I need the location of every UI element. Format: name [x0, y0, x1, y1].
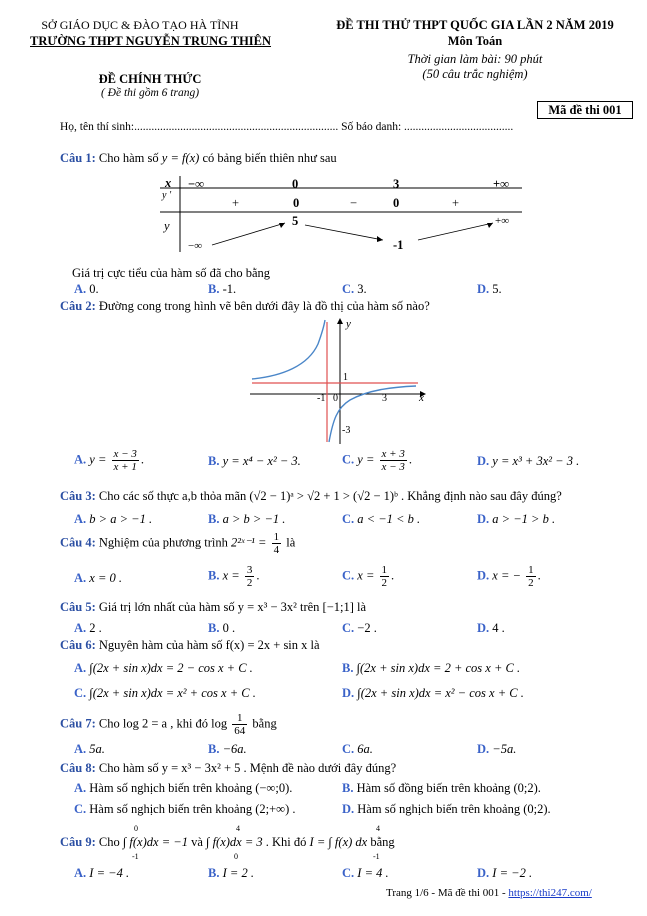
- question-text: Đường cong trong hình vẽ bên dưới đây là đồ thị của hàm số nào?: [98, 299, 430, 313]
- option-a[interactable]: [74, 742, 105, 757]
- sign: 0: [393, 196, 400, 210]
- graph-y-label: y: [346, 318, 351, 330]
- option-letter: D.: [477, 512, 490, 526]
- option-d[interactable]: [477, 454, 579, 469]
- denominator: 4: [273, 544, 280, 556]
- option-text: Hàm số nghịch biến trên khoảng (−∞;0).: [89, 781, 293, 795]
- option-b[interactable]: [208, 564, 259, 589]
- option-d[interactable]: [477, 564, 541, 589]
- question-4: [60, 531, 295, 556]
- option-letter: B.: [208, 866, 220, 880]
- numerator: x − 3: [113, 448, 137, 460]
- question-text: Cho hàm số y = x³ − 3x² + 5 . Mệnh đề nào dưới đây đúng?: [98, 761, 397, 775]
- option-text: Hàm số đồng biến trên khoảng (0;2).: [356, 781, 541, 795]
- exam-time: Thời gian làm bài: 90 phút: [407, 52, 543, 66]
- option-letter: C.: [74, 686, 87, 700]
- numerator: 1: [528, 564, 534, 576]
- option-c[interactable]: [342, 448, 412, 473]
- option-text: .: [537, 568, 541, 583]
- option-text: ∫(2x + sin x)dx = 2 + cos x + C .: [356, 661, 521, 675]
- option-text: −5a.: [492, 742, 517, 756]
- option-text: -1.: [222, 282, 237, 296]
- option-letter: D.: [477, 454, 490, 468]
- option-letter: B.: [208, 568, 220, 583]
- table-x-label: x: [165, 176, 172, 190]
- graph-tick: 3: [382, 393, 387, 404]
- table-yp-label: y ': [162, 190, 172, 201]
- option-letter: A.: [74, 866, 87, 880]
- x-value: 3: [393, 177, 400, 191]
- option-letter: B.: [208, 454, 220, 468]
- x-value: 0: [292, 177, 299, 191]
- option-a[interactable]: [74, 571, 122, 586]
- option-text: 0.: [89, 282, 99, 296]
- question-text: bằng: [252, 716, 277, 731]
- integral-3: I = ∫ f(x) dx: [309, 835, 368, 849]
- option-b[interactable]: [208, 512, 285, 527]
- option-text: ∫(2x + sin x)dx = x² − cos x + C .: [357, 686, 524, 700]
- option-letter: C.: [342, 512, 355, 526]
- option-text: x =: [222, 568, 240, 583]
- option-text: y = x⁴ − x² − 3.: [222, 454, 301, 468]
- option-text: a > b > −1 .: [222, 512, 286, 526]
- question-label: Câu 5:: [60, 600, 96, 614]
- sign: +: [452, 196, 460, 210]
- question-text: Nghiệm của phương trình: [98, 535, 228, 550]
- option-letter: C.: [342, 282, 355, 296]
- integral-upper-limit: 4: [376, 824, 380, 833]
- numerator: 3: [246, 564, 253, 576]
- option-letter: A.: [74, 571, 87, 585]
- numerator: 1: [273, 531, 280, 543]
- option-letter: B.: [208, 512, 220, 526]
- integral-upper-limit: 0: [134, 824, 138, 833]
- option-letter: B.: [208, 282, 220, 296]
- fraction: [380, 564, 390, 589]
- option-b[interactable]: [208, 454, 301, 469]
- fraction: [380, 448, 407, 473]
- integral-lower-limit: 0: [234, 852, 238, 861]
- option-text: .: [408, 452, 412, 467]
- option-c[interactable]: [74, 686, 256, 701]
- graph-tick: -3: [342, 425, 351, 436]
- page-count: ( Đề thi gồm 6 trang): [100, 87, 200, 99]
- y-value: +∞: [495, 215, 510, 227]
- sign: 0: [293, 196, 300, 210]
- question-label: Câu 2:: [60, 299, 96, 313]
- option-text: Hàm số nghịch biến trên khoảng (0;2).: [357, 802, 551, 816]
- option-c[interactable]: [342, 742, 373, 757]
- option-a[interactable]: [74, 512, 152, 527]
- option-letter: C.: [74, 802, 87, 816]
- question-3: [60, 489, 562, 504]
- question-label: Câu 1:: [60, 151, 96, 165]
- option-letter: C.: [342, 742, 355, 756]
- footer-link[interactable]: https://thi247.com/: [508, 887, 592, 899]
- question-count: (50 câu trắc nghiệm): [422, 67, 528, 81]
- option-letter: A.: [74, 621, 87, 635]
- option-letter: A.: [74, 452, 87, 467]
- denominator: 64: [234, 725, 246, 737]
- option-c[interactable]: [342, 866, 389, 881]
- graph-tick: 0: [333, 393, 338, 404]
- graph-tick: -1: [317, 393, 326, 404]
- numerator: x + 3: [381, 448, 405, 460]
- dept-name: SỞ GIÁO DỤC & ĐÀO TẠO HÀ TĨNH: [41, 18, 239, 32]
- option-letter: C.: [342, 866, 355, 880]
- denominator: 2: [381, 577, 388, 589]
- option-text: 5.: [492, 282, 502, 296]
- denominator: 2: [246, 577, 253, 589]
- option-b[interactable]: [342, 661, 520, 676]
- option-text: I = −4 .: [89, 866, 130, 880]
- integral-1: ∫ f(x)dx = −1: [122, 835, 188, 849]
- integral-upper-limit: 4: [236, 824, 240, 833]
- option-text: a > −1 > b .: [492, 512, 556, 526]
- option-letter: A.: [74, 742, 87, 756]
- option-text: I = 4 .: [357, 866, 389, 880]
- option-text: x = 0 .: [89, 571, 123, 585]
- option-text: y = x³ + 3x² − 3 .: [492, 454, 580, 468]
- question-text: Cho: [98, 835, 120, 849]
- y-value: −∞: [188, 240, 203, 252]
- option-text: 6a.: [357, 742, 373, 756]
- official-label: ĐỀ CHÍNH THỨC: [98, 72, 202, 86]
- option-letter: C.: [342, 452, 355, 467]
- option-d[interactable]: [342, 802, 551, 817]
- question-label: Câu 7:: [60, 716, 96, 731]
- option-letter: A.: [74, 282, 87, 296]
- option-text: .: [256, 568, 260, 583]
- option-text: x =: [357, 568, 375, 583]
- student-info-line: Họ, tên thí sinh:....................................................................... Số báo danh: ......................................: [60, 121, 514, 133]
- option-a[interactable]: [74, 866, 129, 881]
- option-text: a < −1 < b .: [357, 512, 421, 526]
- y-value: -1: [393, 238, 404, 252]
- numerator: 1: [232, 712, 247, 725]
- question-text: và: [191, 835, 203, 849]
- fraction: [112, 448, 139, 473]
- fraction: [526, 564, 536, 589]
- option-a[interactable]: [74, 621, 102, 636]
- option-b[interactable]: [208, 621, 235, 636]
- question-text: Cho hàm số: [98, 151, 159, 165]
- option-text: 0 .: [222, 621, 236, 635]
- option-text: I = −2 .: [492, 866, 533, 880]
- option-letter: D.: [477, 866, 490, 880]
- fraction: [245, 564, 255, 589]
- option-letter: C.: [342, 568, 355, 583]
- option-text: I = 2 .: [222, 866, 254, 880]
- fraction: [272, 531, 282, 556]
- option-text: y =: [357, 452, 378, 467]
- question-label: Câu 4:: [60, 535, 96, 550]
- question-text: Cho các số thực a,b thỏa mãn (√2 − 1)ᵃ > √2 + 1 > (√2 − 1)ᵇ . Khẳng định nào sau đây đúng?: [98, 489, 562, 503]
- option-text: −2 .: [357, 621, 377, 635]
- option-text: 2 .: [89, 621, 102, 635]
- option-text: ∫(2x + sin x)dx = x² + cos x + C .: [89, 686, 256, 700]
- x-value: −∞: [188, 177, 205, 191]
- question-7: [60, 712, 277, 737]
- option-letter: B.: [342, 661, 354, 675]
- graph-tick: 1: [343, 372, 348, 383]
- question-8: [60, 761, 396, 776]
- option-d[interactable]: [477, 512, 555, 527]
- denominator: x + 1: [113, 461, 137, 473]
- y-value: 5: [292, 214, 299, 228]
- formula: y = f(x): [161, 151, 200, 165]
- option-text: 5a.: [89, 742, 105, 756]
- option-text: .: [140, 452, 144, 467]
- option-text: x = −: [492, 568, 521, 583]
- equation: 2²ˣ⁻¹ =: [231, 535, 267, 550]
- denominator: 2: [528, 577, 534, 589]
- exam-code-box: Mã đề thi 001: [537, 101, 633, 119]
- integral-lower-limit: -1: [132, 852, 139, 861]
- exam-title: ĐỀ THI THỬ THPT QUỐC GIA LẦN 2 NĂM 2019: [336, 18, 614, 32]
- page-footer: [386, 887, 592, 899]
- question-label: Câu 8:: [60, 761, 96, 775]
- table-y-label: y: [164, 219, 170, 233]
- question-text: là: [286, 535, 296, 550]
- option-text: −6a.: [222, 742, 247, 756]
- option-letter: C.: [342, 621, 355, 635]
- option-text: y =: [89, 452, 110, 467]
- option-text: ∫(2x + sin x)dx = 2 − cos x + C .: [89, 661, 253, 675]
- numerator: 1: [381, 564, 388, 576]
- option-letter: D.: [342, 686, 355, 700]
- option-letter: D.: [477, 568, 490, 583]
- question-text: Giá trị lớn nhất của hàm số y = x³ − 3x² trên [−1;1] là: [98, 600, 367, 614]
- question-9: [60, 835, 395, 850]
- option-letter: A.: [74, 781, 87, 795]
- fraction: [232, 712, 247, 737]
- question-text: Cho log 2 = a , khi đó log: [98, 716, 228, 731]
- option-a[interactable]: [74, 781, 292, 796]
- option-d[interactable]: [477, 742, 516, 757]
- question-label: Câu 3:: [60, 489, 96, 503]
- question-text: có bảng biến thiên như sau: [202, 151, 337, 165]
- option-c[interactable]: [342, 621, 377, 636]
- option-c[interactable]: [342, 512, 420, 527]
- option-d[interactable]: [477, 866, 532, 881]
- option-c[interactable]: [342, 564, 394, 589]
- option-letter: D.: [477, 282, 490, 296]
- option-a[interactable]: [74, 448, 144, 473]
- option-text: b > a > −1 .: [89, 512, 153, 526]
- option-c[interactable]: [74, 802, 295, 817]
- option-b[interactable]: [208, 866, 254, 881]
- question-label: Câu 6:: [60, 638, 96, 652]
- option-b[interactable]: [342, 781, 541, 796]
- option-letter: B.: [208, 742, 220, 756]
- option-b[interactable]: [208, 742, 247, 757]
- option-letter: A.: [74, 512, 87, 526]
- question-text: bằng: [370, 835, 395, 849]
- option-d[interactable]: [342, 686, 524, 701]
- option-a[interactable]: [74, 661, 253, 676]
- sign: −: [350, 196, 358, 210]
- option-letter: D.: [477, 621, 490, 635]
- integral-lower-limit: -1: [373, 852, 380, 861]
- sign: +: [232, 196, 240, 210]
- option-letter: A.: [74, 661, 87, 675]
- option-letter: B.: [342, 781, 354, 795]
- question-label: Câu 9:: [60, 835, 96, 849]
- question-6: [60, 638, 320, 653]
- option-text: 3.: [357, 282, 367, 296]
- option-letter: D.: [342, 802, 355, 816]
- option-letter: D.: [477, 742, 490, 756]
- question-text: . Khi đó: [265, 835, 307, 849]
- option-text: Hàm số nghịch biến trên khoảng (2;+∞) .: [89, 802, 296, 816]
- option-text: 4 .: [492, 621, 505, 635]
- option-text: .: [391, 568, 395, 583]
- option-letter: B.: [208, 621, 220, 635]
- subject: Môn Toán: [447, 34, 503, 48]
- integral-2: ∫ f(x)dx = 3: [206, 835, 263, 849]
- x-value: +∞: [493, 177, 510, 191]
- footer-text: Trang 1/6 - Mã đề thi 001 -: [386, 887, 509, 899]
- school-name: TRƯỜNG THPT NGUYỄN TRUNG THIÊN: [30, 34, 272, 48]
- question-text: Giá trị cực tiểu của hàm số đã cho bằng: [72, 266, 271, 280]
- graph-x-label: x: [419, 392, 424, 404]
- denominator: x − 3: [381, 461, 405, 473]
- option-d[interactable]: [477, 621, 505, 636]
- question-text: Nguyên hàm của hàm số f(x) = 2x + sin x là: [98, 638, 320, 652]
- question-5: [60, 600, 366, 615]
